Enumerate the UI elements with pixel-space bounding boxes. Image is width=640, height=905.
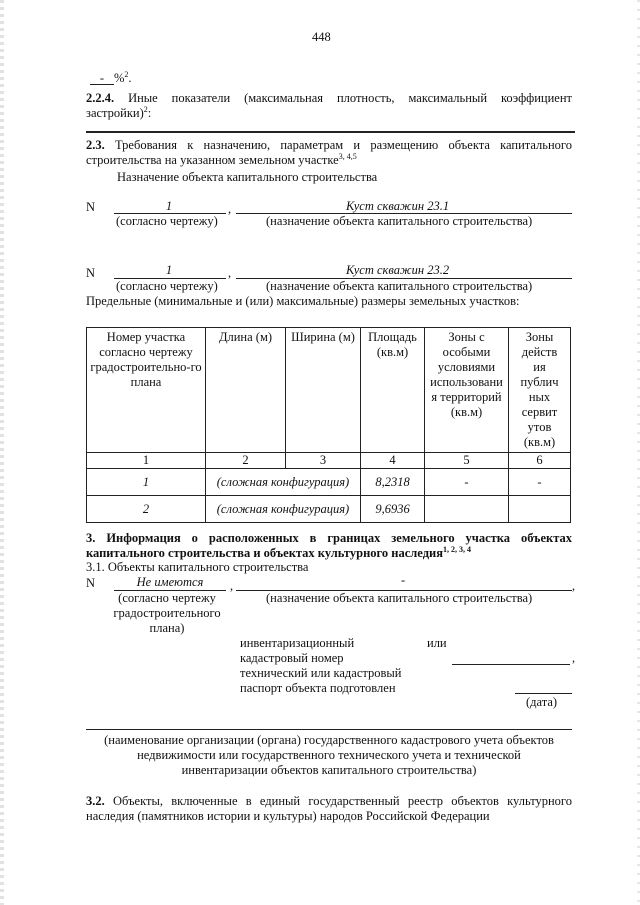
section-3-line1: 3. Информация о расположенных в границах земельного участка объектах bbox=[86, 531, 572, 545]
organization-caption: (наименование организации (органа) государственного кадастрового учета объектов недвижимости или государственного технического учета и технической инвентаризации объектов капитального строительства) bbox=[104, 733, 554, 777]
object2-comma: , bbox=[228, 266, 232, 280]
row-servitude-zones bbox=[509, 496, 571, 523]
header-servitude-zones: Зоны действ ия публич ных сервит утов (кв.м) bbox=[509, 328, 571, 453]
object1-name-caption: (назначение объекта капитального строительства) bbox=[266, 214, 533, 228]
row-special-zones: - bbox=[425, 469, 509, 496]
row-area: 8,2318 bbox=[361, 469, 425, 496]
row-servitude-zones: - bbox=[509, 469, 571, 496]
header-area: Площадь (кв.м) bbox=[361, 328, 425, 453]
table-header-row bbox=[87, 328, 571, 453]
section-32-line1: 3.2. Объекты, включенные в единый государственный реестр объектов культурного bbox=[86, 794, 572, 808]
object2-number-caption: (согласно чертежу) bbox=[116, 279, 218, 293]
limits-text: Предельные (минимальные и (или) максимальные) размеры земельных участков: bbox=[86, 294, 520, 308]
inventory-block: инвентаризационный кадастровый номер технический или кадастровый паспорт объекта подготовлен bbox=[240, 636, 402, 695]
col-number: 2 bbox=[206, 453, 286, 469]
header-length: Длина (м) bbox=[206, 328, 286, 453]
header-width: Ширина (м) bbox=[286, 328, 361, 453]
col-number: 6 bbox=[509, 453, 571, 469]
s31-caption-left: (согласно чертежу градостроительного плана) bbox=[113, 591, 221, 635]
date-label: (дата) bbox=[526, 695, 558, 709]
row-area: 9,6936 bbox=[361, 496, 425, 523]
scan-edge-left bbox=[0, 0, 4, 905]
section-23-line2: строительства на указанном земельном участке$^{3, 4,5}$ bbox=[86, 151, 357, 167]
object1-number-caption: (согласно чертежу) bbox=[116, 214, 218, 228]
s31-comma: , bbox=[230, 579, 234, 593]
organization-line bbox=[86, 729, 572, 730]
s31-n: N bbox=[86, 576, 96, 590]
object2-number: 1 bbox=[165, 263, 173, 277]
section-224-line2: застройки)$^2$: bbox=[86, 104, 152, 120]
purpose-heading: Назначение объекта капитального строительства bbox=[117, 170, 378, 184]
table-row bbox=[87, 496, 571, 523]
header-plot-number: Номер участка согласно чертежу градостроительно-го плана bbox=[87, 328, 206, 453]
col-number: 5 bbox=[425, 453, 509, 469]
row-configuration: (сложная конфигурация) bbox=[206, 496, 361, 523]
col-number: 3 bbox=[286, 453, 361, 469]
row-plot-number: 2 bbox=[87, 496, 206, 523]
row-configuration: (сложная конфигурация) bbox=[206, 469, 361, 496]
section-32-line2: наследия (памятников истории и культуры) народов Российской Федерации bbox=[86, 809, 490, 823]
s31-dash: - bbox=[401, 573, 406, 587]
land-plots-table bbox=[86, 327, 571, 523]
s31-value: Не имеются bbox=[136, 575, 204, 589]
object1-comma: , bbox=[228, 202, 232, 216]
intro-value: - %$^2$. bbox=[90, 71, 132, 86]
inventory-comma: , bbox=[572, 651, 576, 665]
header-special-zones: Зоны с особыми условиями использовани я территорий (кв.м) bbox=[425, 328, 509, 453]
page-number: 448 bbox=[312, 30, 331, 44]
section-31-title: 3.1. Объекты капитального строительства bbox=[86, 560, 309, 574]
col-number: 4 bbox=[361, 453, 425, 469]
section-23-line1: 2.3. Требования к назначению, параметрам и размещению объекта капитального bbox=[86, 138, 572, 152]
section-224-line1: 2.2.4. Иные показатели (максимальная плотность, максимальный коэффициент bbox=[86, 91, 572, 105]
table-row bbox=[87, 469, 571, 496]
object2-name: Куст скважин 23.2 bbox=[346, 263, 450, 277]
divider-rule bbox=[86, 131, 575, 133]
table-column-numbers bbox=[87, 453, 571, 469]
s31-caption-right: (назначение объекта капитального строительства) bbox=[266, 591, 533, 605]
date-line bbox=[515, 693, 572, 694]
object2-n: N bbox=[86, 266, 96, 280]
object1-name: Куст скважин 23.1 bbox=[346, 199, 450, 213]
object1-number: 1 bbox=[165, 199, 173, 213]
col-number: 1 bbox=[87, 453, 206, 469]
or-label: или bbox=[427, 636, 447, 650]
s31-comma-end: , bbox=[572, 579, 576, 593]
object2-name-caption: (назначение объекта капитального строительства) bbox=[266, 279, 533, 293]
section-3-line2: капитального строительства и объектах культурного наследия$^{1, 2, 3, 4}$ bbox=[86, 544, 471, 560]
inventory-number-line bbox=[452, 664, 570, 665]
row-plot-number: 1 bbox=[87, 469, 206, 496]
row-special-zones bbox=[425, 496, 509, 523]
object1-n: N bbox=[86, 200, 96, 214]
